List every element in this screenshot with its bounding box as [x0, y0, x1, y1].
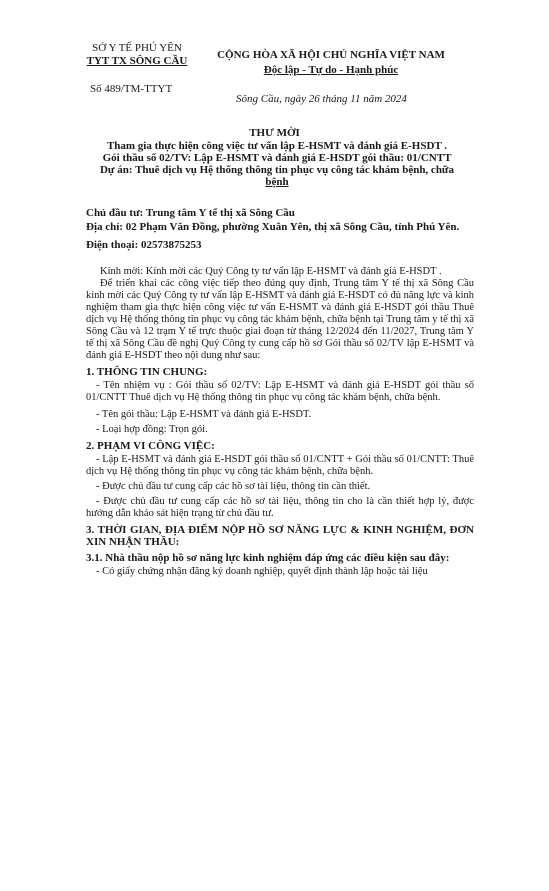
document-title: THƯ MỜI — [249, 127, 300, 139]
section-1-heading: 1. THÔNG TIN CHUNG: — [86, 366, 208, 378]
section-3-1-heading: 3.1. Nhà thầu nộp hồ sơ năng lực kinh nghiệm đáp ứng các điều kiện sau đây: — [86, 552, 450, 564]
document-subject — [82, 140, 472, 188]
issuing-organization — [62, 42, 212, 68]
country-name: CỘNG HÒA XÃ HỘI CHỦ NGHĨA VIỆT NAM — [217, 49, 445, 61]
letter-body — [86, 266, 474, 578]
intro-paragraph: Để triển khai các công việc tiếp theo đúng quy định, Trung tâm Y tế thị xã Sông Cầu kính mời các Quý Công ty tư vấn lập E-HSMT và đánh giá E-HSDT có đủ năng lực và kinh nghiệm tham gia thực hiện công việc tư vấn E-HSMT và đánh giá E-HSDT gói thầu Thuê dịch vụ Hệ thống thông tin phục vụ công tác khám bệnh, chữa bệnh tại Trung tâm y tế thị xã Sông Cầu và 12 trạm Y tế trực thuộc giai đoạn từ tháng 12/2024 đến 11/2027, Trung tâm Y tế thị xã Sông Cầu đề nghị Quý Công ty cung cấp hồ sơ Gói thầu số 02/TV lập E-HSMT và đánh giá E-HSDT theo nội dung như sau: — [86, 278, 474, 361]
subject-line: bệnh — [265, 176, 289, 188]
national-header — [206, 48, 456, 78]
greeting: Kính mời: Kính mời các Quý Công ty tư vấn lập E-HSMT và đánh giá E-HSDT . — [100, 266, 442, 277]
section-3-heading: 3. THỜI GIAN, ĐỊA ĐIỂM NỘP HỒ SƠ NĂNG LỰC & KINH NGHIỆM, ĐƠN XIN NHẬN THẦU: — [86, 524, 474, 548]
investor-name: Chủ đầu tư: Trung tâm Y tế thị xã Sông Cầu — [86, 207, 295, 219]
list-item: - Có giấy chứng nhận đăng ký doanh nghiệp, quyết định thành lập hoặc tài liệu — [96, 566, 428, 577]
list-item: - Tên gói thầu: Lập E-HSMT và đánh giá E-HSDT. — [96, 409, 312, 420]
list-item: - Lập E-HSMT và đánh giá E-HSDT gói thầu số 01/CNTT + Gói thầu số 01/CNTT: Thuê dịch vụ Hệ thống thông tin phục vụ công tác khám bệnh, chữa bệnh. — [86, 454, 474, 477]
org-line-2: TYT TX SÔNG CẦU — [86, 55, 188, 67]
investor-block — [86, 206, 486, 252]
list-item: - Được chủ đầu tư cung cấp các hồ sơ tài liệu, thông tin cho là cần thiết hợp lý, được hướng dẫn khảo sát hiện trạng từ chủ đầu tư. — [86, 496, 474, 519]
issue-date: Sông Cầu, ngày 26 tháng 11 năm 2024 — [236, 93, 407, 105]
list-item: - Được chủ đầu tư cung cấp các hồ sơ tài liệu, thông tin cần thiết. — [96, 481, 371, 492]
subject-line: Tham gia thực hiện công việc tư vấn lập E-HSMT và đánh giá E-HSDT . — [106, 140, 448, 152]
national-motto: Độc lập - Tự do - Hạnh phúc — [263, 64, 399, 76]
org-line-1: SỞ Y TẾ PHÚ YÊN — [92, 42, 182, 54]
section-2-heading: 2. PHẠM VI CÔNG VIỆC: — [86, 440, 215, 452]
list-item: - Loại hợp đồng: Trọn gói. — [96, 424, 208, 435]
subject-line: Gói thầu số 02/TV: Lập E-HSMT và đánh giá E-HSDT gói thầu: 01/CNTT — [102, 152, 452, 164]
list-item: - Tên nhiệm vụ : Gói thầu số 02/TV: Lập E-HSMT và đánh giá E-HSDT gói thầu số 01/CNTT Thuê dịch vụ Hệ thống thông tin phục vụ công tác khám bệnh, chữa bệnh. — [86, 380, 474, 403]
investor-phone: Điện thoại: 02573875253 — [86, 239, 202, 251]
document-number: Số 489/TM-TTYT — [90, 83, 173, 95]
investor-address: Địa chỉ: 02 Phạm Văn Đồng, phường Xuân Yên, thị xã Sông Cầu, tỉnh Phú Yên. — [86, 221, 460, 233]
subject-line: Dự án: Thuê dịch vụ Hệ thống thông tin phục vụ công tác khám bệnh, chữa — [99, 164, 455, 176]
